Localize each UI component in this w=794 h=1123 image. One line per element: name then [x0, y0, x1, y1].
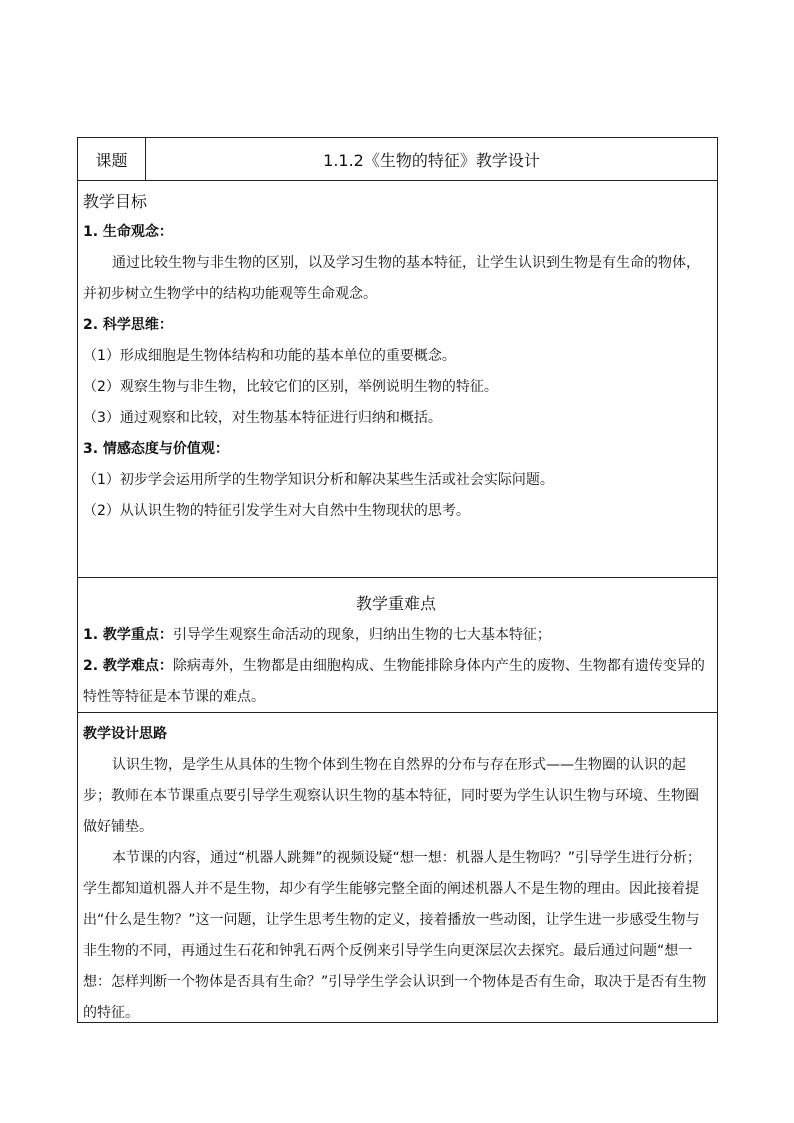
goal-2-item: （3）通过观察和比较，对生物基本特征进行归纳和概括。	[83, 410, 442, 426]
goal-3-title: 3. 情感态度与价值观：	[83, 441, 229, 457]
key-point-1-text: 引导学生观察生命活动的现象，归纳出生物的七大基本特征；	[172, 627, 551, 643]
goal-2-item: （2）观察生物与非生物，比较它们的区别，举例说明生物的特征。	[83, 379, 498, 395]
key-points-section	[78, 578, 717, 713]
key-point-1-label: 1. 教学重点：	[83, 627, 173, 643]
teaching-goals-section	[78, 181, 717, 578]
key-point-2-label: 2. 教学难点：	[83, 658, 173, 674]
key-points-heading: 教学重难点	[355, 594, 436, 613]
key-point-1	[83, 620, 709, 651]
design-paragraph-1: 认识生物，是学生从具体的生物个体到生物在自然界的分布与存在形式——生物圈的认识的起步；教师在本节课重点要引导学生观察认识生物的基本特征，同时要为学生认识生物与环境、生物圈做好铺垫。	[83, 757, 699, 835]
title-row	[78, 138, 717, 181]
goal-1-paragraph: 通过比较生物与非生物的区别，以及学习生物的基本特征，让学生认识到生物是有生命的物体，并初步树立生物学中的结构功能观等生命观念。	[83, 255, 700, 302]
key-point-2-text: 除病毒外，生物都是由细胞构成、生物能排除身体内产生的废物、生物都有遗传变异的特性等特征是本节课的难点。	[83, 658, 705, 705]
goal-3-item: （1）初步学会运用所学的生物学知识分析和解决某些生活或社会实际问题。	[83, 472, 554, 488]
key-point-2	[83, 651, 709, 713]
goal-3-item: （2）从认识生物的特征引发学生对大自然中生物现状的思考。	[83, 503, 470, 519]
topic-label: 课题	[78, 138, 146, 180]
lesson-plan-table	[77, 137, 718, 1023]
teaching-goals-heading: 教学目标	[83, 192, 148, 211]
design-approach-section	[78, 713, 717, 1022]
design-paragraph-2: 本节课的内容，通过“机器人跳舞”的视频设疑“想一想：机器人是生物吗？”引导学生进行分析；学生都知道机器人并不是生物，却少有学生能够完整全面的阐述机器人不是生物的理由。因此接着提出“什么是生物？”这一问题，让学生思考生物的定义，接着播放一些动图，让学生进一步感受生物与非生物的不同，再通过生石花和钟乳石两个反例来引导学生向更深层次去探究。最后通过问题“想一想：怎样判断一个物体是否具有生命？”引导学生学会认识到一个物体是否有生命，取决于是否有生物的特征。	[83, 850, 707, 1021]
design-heading: 教学设计思路	[83, 726, 167, 742]
goal-2-item: （1）形成细胞是生物体结构和功能的基本单位的重要概念。	[83, 348, 456, 364]
goal-1-title: 1. 生命观念：	[83, 224, 173, 240]
lesson-title: 1.1.2《生物的特征》教学设计	[323, 150, 540, 170]
goal-2-title: 2. 科学思维：	[83, 317, 173, 333]
